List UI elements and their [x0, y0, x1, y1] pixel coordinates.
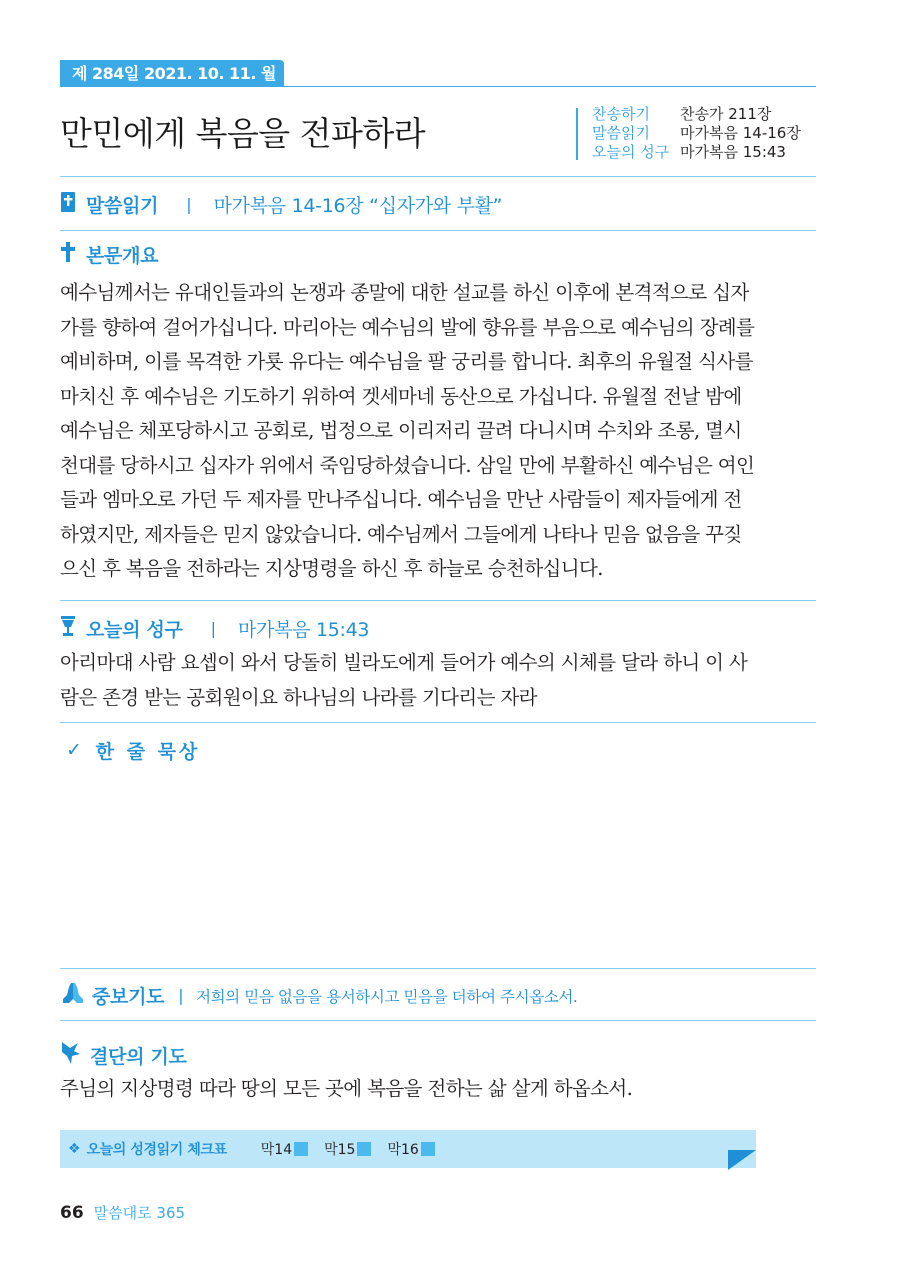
checklist-marker: ❖ [68, 1141, 81, 1157]
info-row-reading [592, 124, 801, 143]
intercession-title: 중보기도 [92, 985, 165, 1008]
page-footer [60, 1202, 185, 1223]
text-line: 예수님께서는 유대인들과의 논쟁과 종말에 대한 설교를 하신 이후에 본격적으로 십자 [60, 281, 749, 304]
text-line: 아리마대 사람 요셉이 와서 당돌히 빌라도에게 들어가 예수의 시체를 달라 하니 이 사 [60, 651, 748, 674]
divider [60, 230, 816, 231]
divider [60, 722, 816, 723]
date-tab: 제 284일 2021. 10. 11. 월 [60, 60, 284, 87]
text-line: 마치신 후 예수님은 기도하기 위하여 겟세마네 동산으로 가십니다. 유월절 전날 밤에 [60, 384, 742, 408]
text-line: 예수님은 체포당하시고 공회로, 법정으로 이리저리 끌려 다니시며 수치와 조롱, 멸시 [60, 419, 742, 442]
page-title: 만민에게 복음을 전파하라 [60, 114, 426, 153]
info-label: 말씀읽기 [592, 124, 650, 142]
checklist-title: 오늘의 성경읽기 체크표 [86, 1142, 227, 1158]
verse-header [60, 614, 369, 642]
divider [60, 600, 816, 601]
verse-text [60, 646, 747, 715]
checklist-item-label: 막16 [387, 1142, 419, 1158]
checklist-item[interactable] [261, 1139, 308, 1159]
chalice-icon [60, 615, 76, 641]
overview-title: 본문개요 [86, 244, 159, 267]
checklist-item[interactable] [387, 1139, 434, 1159]
intercession-header [60, 980, 190, 1010]
verse-ref: 마가복음 15:43 [237, 618, 370, 641]
info-value: 마가복음 14-16장 [680, 124, 801, 142]
cross-icon [60, 241, 76, 267]
info-box [592, 105, 801, 162]
text-line: 으신 후 복음을 전하라는 지상명령을 하신 후 하늘로 승천하십니다. [60, 557, 603, 580]
checkbox[interactable] [294, 1142, 308, 1156]
checklist-item[interactable] [324, 1139, 371, 1159]
text-line: 천대를 당하시고 십자가 위에서 죽임당하셨습니다. 삼일 만에 부활하신 예수님은 여인 [60, 453, 755, 477]
checklist-item-label: 막15 [324, 1142, 356, 1158]
text-line: 가를 향하여 걸어가십니다. 마리아는 예수님의 발에 향유를 부음으로 예수님의 장례를 [60, 315, 755, 339]
separator: | [210, 618, 216, 638]
reading-title: 말씀읽기 [86, 194, 159, 217]
reading-checklist [60, 1130, 756, 1168]
info-row-verse [592, 143, 801, 162]
info-divider [576, 108, 578, 160]
info-value: 마가복음 15:43 [680, 143, 786, 161]
resolution-text: 주님의 지상명령 따라 땅의 모든 곳에 복음을 전하는 삶 살게 하옵소서. [60, 1077, 633, 1100]
text-line: 들과 엠마오로 가던 두 제자를 만나주십니다. 예수님을 만난 사람들이 제자들에게 전 [60, 488, 742, 511]
intercession-text: 저희의 믿음 없음을 용서하시고 믿음을 더하여 주시옵소서. [196, 988, 578, 1006]
separator: | [186, 194, 192, 214]
resolution-title: 결단의 기도 [90, 1045, 187, 1068]
dove-icon [60, 1040, 82, 1070]
page-corner-fold [728, 1150, 756, 1174]
divider [60, 1020, 816, 1021]
info-value: 찬송가 211장 [680, 105, 772, 123]
page-number: 66 [60, 1203, 84, 1223]
reading-header [60, 190, 502, 218]
overview-text [60, 276, 754, 587]
checkbox[interactable] [357, 1142, 371, 1156]
reading-ref: 마가복음 14-16장 “십자가와 부활” [213, 194, 503, 217]
separator: | [178, 985, 184, 1005]
checklist-item-label: 막14 [260, 1142, 293, 1158]
check-icon: ✓ [66, 739, 82, 761]
info-label: 찬송하기 [592, 105, 650, 123]
divider [60, 176, 816, 177]
header-rule [60, 86, 816, 87]
text-line: 하였지만, 제자들은 믿지 않았습니다. 예수님께서 그들에게 나타나 믿음 없음을 꾸짖 [60, 522, 742, 546]
checkbox[interactable] [421, 1142, 435, 1156]
text-line: 람은 존경 받는 공회원이요 하나님의 나라를 기다리는 자라 [60, 685, 537, 709]
meditation-title: 한 줄 묵상 [95, 740, 201, 763]
book-name: 말씀대로 365 [93, 1204, 186, 1222]
info-label: 오늘의 성구 [592, 143, 670, 161]
info-row-hymn [592, 105, 801, 124]
overview-header [60, 240, 158, 268]
resolution-header [60, 1040, 187, 1070]
meditation-header [66, 736, 200, 764]
verse-title: 오늘의 성구 [86, 618, 183, 641]
text-line: 예비하며, 이를 목격한 가룟 유다는 예수님을 팔 궁리를 합니다. 최후의 유월절 식사를 [60, 350, 753, 373]
bible-icon [60, 191, 76, 217]
praying-hands-icon [60, 981, 86, 1009]
divider [60, 968, 816, 969]
